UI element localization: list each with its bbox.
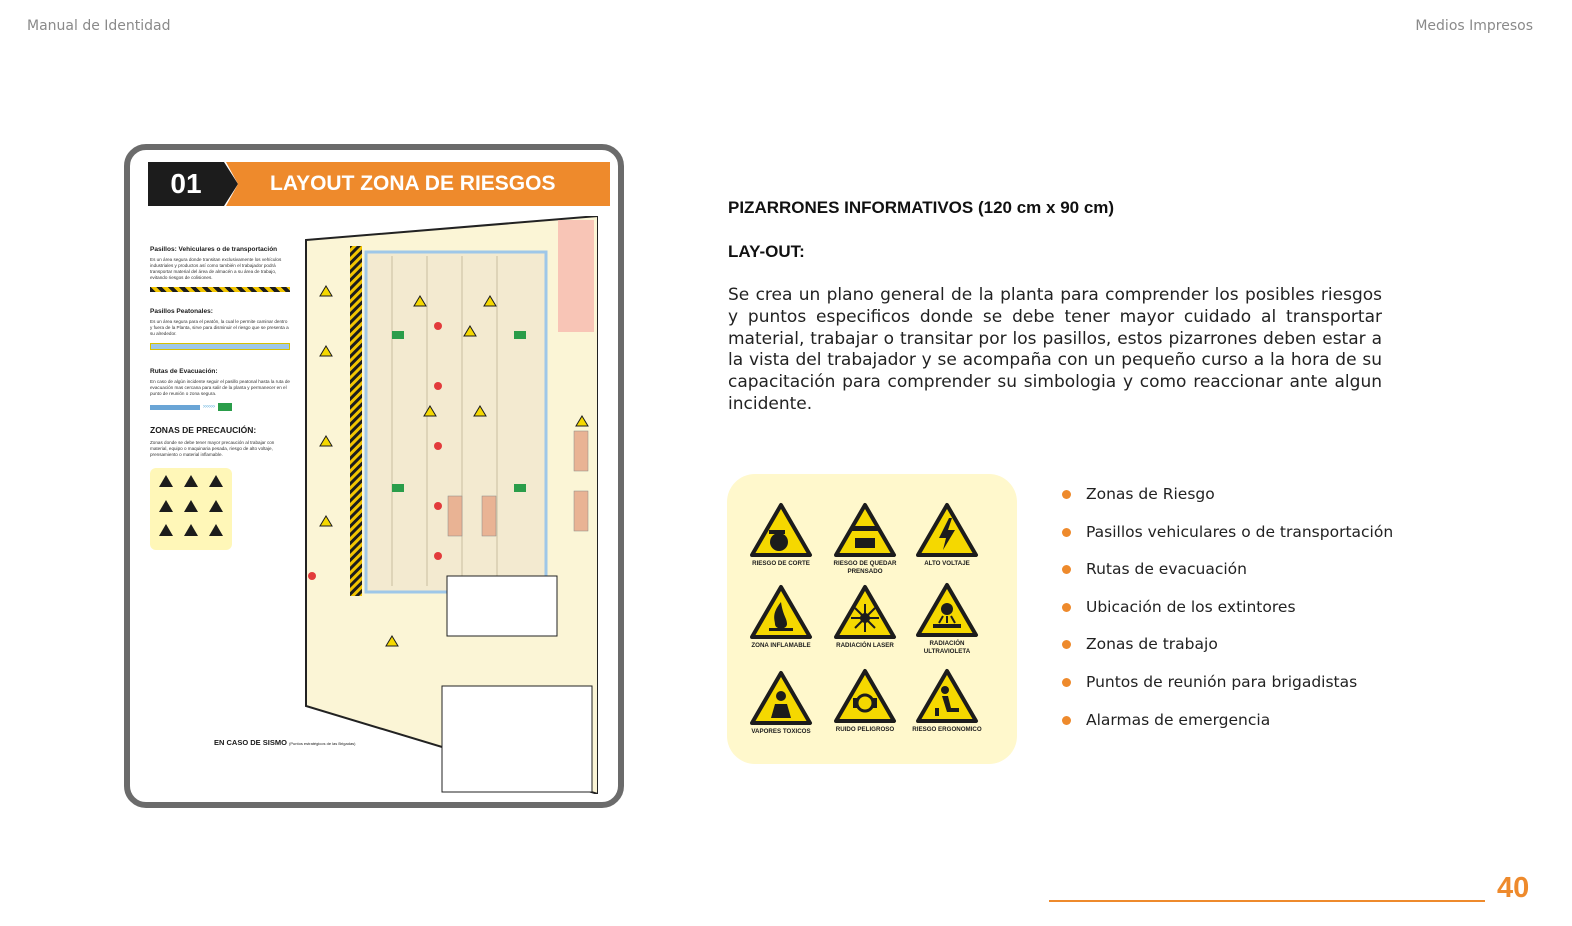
bullet-icon	[1062, 565, 1071, 574]
symbol-noise	[825, 668, 905, 734]
evacuation-bar	[150, 405, 200, 410]
symbol-uv	[907, 582, 987, 656]
mini-warning-icon	[159, 500, 173, 512]
list-item	[1062, 520, 1393, 558]
list-item	[1062, 670, 1393, 708]
symbol-label: RIESGO ERGONOMICO	[912, 726, 982, 733]
list-item	[1062, 595, 1393, 633]
symbol-laser	[825, 584, 905, 650]
symbol-label: VAPORES TOXICOS	[751, 728, 811, 735]
features-list	[1062, 482, 1393, 745]
symbol-flammable	[741, 584, 821, 650]
symbol-toxic	[741, 670, 821, 736]
list-item	[1062, 482, 1393, 520]
vehicular-hatch-swatch	[150, 287, 290, 292]
section-heading: PIZARRONES INFORMATIVOS (120 cm x 90 cm)	[728, 198, 1115, 217]
legend-evacuation-heading: Rutas de Evacuación:	[150, 368, 218, 375]
earthquake-legend	[214, 738, 356, 747]
mini-warning-icon	[159, 475, 173, 487]
symbol-cut	[741, 502, 821, 568]
header-right-title: Medios Impresos	[1415, 18, 1533, 34]
list-item	[1062, 708, 1393, 746]
bullet-icon	[1062, 490, 1071, 499]
legend-vehicular-heading: Pasillos: Vehiculares o de transportación	[150, 246, 278, 253]
hazard-symbols-panel	[727, 474, 1017, 764]
toxic-vapor-icon	[749, 670, 813, 726]
exit-sign-icon	[218, 403, 232, 411]
list-item-label: Zonas de trabajo	[1086, 635, 1218, 654]
list-item-label: Alarmas de emergencia	[1086, 710, 1271, 729]
list-item-label: Zonas de Riesgo	[1086, 485, 1215, 503]
list-item	[1062, 557, 1393, 595]
mini-warning-icon	[209, 475, 223, 487]
mini-symbol-grid	[150, 468, 232, 550]
list-item-label: Puntos de reunión para brigadistas	[1086, 672, 1358, 691]
evacuation-swatch	[150, 403, 290, 411]
poster-number: 01	[148, 162, 224, 206]
ergonomic-icon	[915, 668, 979, 724]
plant-floor-map	[302, 216, 598, 794]
pedestrian-swatch	[150, 343, 290, 350]
cut-hazard-icon	[749, 502, 813, 558]
legend-pedestrian-heading: Pasillos Peatonales:	[150, 308, 213, 315]
evacuation-arrows: ››››››	[203, 404, 215, 410]
description-paragraph: Se crea un plano general de la planta para comprender los posibles riesgos y puntos especificos donde se debe tener mayor cuidado al transportar material, trabajar o transitar por los pasillos, estos pizarrones deben estar a la vista del trabajador y se acompaña con un pequeño curso a la hora de su capacitación para comprender su simbologia y como reaccionar ante algun incidente.	[728, 285, 1382, 414]
bullet-icon	[1062, 528, 1071, 537]
earthquake-subtitle: (Puntos estratégicos de las Brigadas)	[289, 741, 356, 746]
section-subheading: LAY-OUT:	[728, 242, 805, 261]
list-item-label: Pasillos vehiculares o de transportación	[1086, 522, 1394, 541]
legend-evacuation-text: En caso de algún incidente seguir el pasillo peatonal hasta la ruta de evacuación mas cercana para salir de la planta y permanecer en el punto de reunión o zona segura.	[150, 379, 290, 396]
laser-icon	[833, 584, 897, 640]
high-voltage-icon	[915, 502, 979, 558]
mini-warning-icon	[159, 524, 173, 536]
noise-icon	[833, 668, 897, 724]
layout-poster	[124, 144, 624, 808]
mini-warning-icon	[184, 524, 198, 536]
mini-warning-icon	[209, 500, 223, 512]
bullet-icon	[1062, 603, 1071, 612]
symbol-label: RUIDO PELIGROSO	[835, 726, 895, 733]
symbol-crush	[825, 502, 905, 576]
symbol-label: RIESGO DE QUEDAR PRENSADO	[833, 560, 897, 575]
mini-warning-icon	[184, 500, 198, 512]
legend-pedestrian-text: Es un área segura para el peatón, la cual le permite caminar dentro y fuera de la Planta, sirve para disminuir el riesgo que se presenta a su alrededor.	[150, 319, 289, 336]
bullet-icon	[1062, 716, 1071, 725]
poster-title: LAYOUT ZONA DE RIESGOS	[270, 172, 556, 195]
footer-rule	[1049, 900, 1485, 902]
page-number: 40	[1497, 872, 1530, 904]
symbol-label: RADIACIÓN LASER	[836, 642, 894, 649]
mini-warning-icon	[209, 524, 223, 536]
symbol-label: ALTO VOLTAJE	[924, 560, 970, 567]
symbol-label: RADIACIÓN ULTRAVIOLETA	[923, 640, 971, 655]
poster-legend	[150, 246, 290, 550]
bullet-icon	[1062, 640, 1071, 649]
crush-hazard-icon	[833, 502, 897, 558]
symbol-label: RIESGO DE CORTE	[752, 560, 810, 567]
flammable-icon	[749, 584, 813, 640]
list-item-label: Ubicación de los extintores	[1086, 597, 1296, 616]
legend-zones-heading: ZONAS DE PRECAUCIÓN:	[150, 425, 257, 435]
header-left-title: Manual de Identidad	[27, 18, 171, 34]
legend-vehicular-text: Es un área segura donde transitan exclusivamente los vehículos industriales y productos así como también el trabajador podrá transportar material del área de almacén a su área de trabajo, evitando riesgos de colisiones.	[150, 257, 282, 280]
symbol-label: ZONA INFLAMABLE	[751, 642, 811, 649]
bullet-icon	[1062, 678, 1071, 687]
legend-zones-text: Zonas donde se debe tener mayor precaución al trabajar con material, equipo o maquinaria pesada, riesgo de alto voltaje, prensamiento o material inflamable.	[150, 440, 275, 457]
earthquake-title: EN CASO DE SISMO	[214, 738, 287, 747]
symbol-ergonomic	[907, 668, 987, 734]
list-item	[1062, 632, 1393, 670]
uv-radiation-icon	[915, 582, 979, 638]
list-item-label: Rutas de evacuación	[1086, 560, 1247, 579]
mini-warning-icon	[184, 475, 198, 487]
symbol-voltage	[907, 502, 987, 568]
